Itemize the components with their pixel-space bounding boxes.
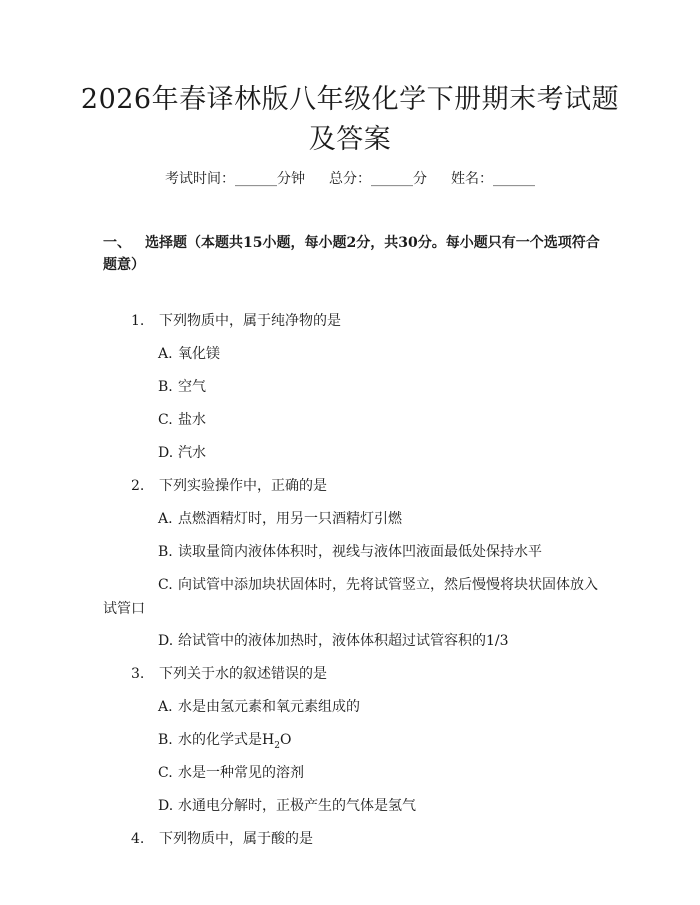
formula-text: 水的化学式是H — [178, 732, 275, 748]
q3-option-d — [158, 795, 416, 815]
question-number: 4. — [131, 831, 145, 847]
option-text: 水是一种常见的溶剂 — [178, 765, 304, 781]
exam-title — [60, 80, 640, 160]
option-label: A. — [158, 699, 173, 715]
q3-option-b — [158, 729, 291, 751]
question-text: 下列关于水的叙述错误的是 — [159, 666, 327, 682]
title-line-2: 及答案 — [308, 124, 392, 155]
option-text: 给试管中的液体加热时，液体体积超过试管容积的1/3 — [178, 633, 509, 649]
option-label: D. — [158, 633, 174, 649]
section-number: 一、 — [103, 235, 131, 251]
q2-option-c — [158, 574, 598, 594]
exam-meta — [0, 168, 700, 188]
q1-option-c — [158, 409, 206, 429]
option-label: C. — [158, 577, 173, 593]
q1-option-a — [158, 343, 220, 363]
question-number: 3. — [131, 666, 145, 682]
question-text: 下列实验操作中，正确的是 — [159, 478, 327, 494]
name-field: 姓名：______ — [451, 171, 535, 187]
formula-subscript: 2 — [274, 740, 280, 751]
option-label: C. — [158, 765, 173, 781]
option-text: 读取量筒内液体体积时，视线与液体凹液面最低处保持水平 — [178, 544, 542, 560]
formula-text-end: O — [279, 732, 292, 748]
question-4 — [131, 828, 313, 848]
exam-time-field: 考试时间：______分钟 — [165, 171, 305, 187]
option-text: 空气 — [178, 379, 206, 395]
q3-option-c — [158, 762, 304, 782]
q2-option-a — [158, 508, 402, 528]
option-text: 向试管中添加块状固体时，先将试管竖立，然后慢慢将块状固体放入 — [178, 577, 598, 593]
option-text: 氧化镁 — [178, 346, 220, 362]
section-heading — [103, 232, 603, 276]
option-label: A. — [158, 511, 173, 527]
option-text: 水通电分解时，正极产生的气体是氢气 — [178, 798, 416, 814]
question-text: 下列物质中，属于酸的是 — [159, 831, 313, 847]
question-3 — [131, 663, 327, 683]
option-text — [178, 732, 292, 751]
option-text: 点燃酒精灯时，用另一只酒精灯引燃 — [178, 511, 402, 527]
option-label: B. — [158, 379, 173, 395]
question-2 — [131, 475, 327, 495]
option-label: A. — [158, 346, 173, 362]
q2-option-d — [158, 630, 509, 650]
question-number: 1. — [131, 313, 145, 329]
question-text: 下列物质中，属于纯净物的是 — [159, 313, 341, 329]
option-text: 水是由氢元素和氧元素组成的 — [178, 699, 360, 715]
option-text: 盐水 — [178, 412, 206, 428]
option-text: 汽水 — [178, 445, 206, 461]
option-label: B. — [158, 544, 173, 560]
title-line-1: 2026年春译林版八年级化学下册期末考试题 — [80, 84, 620, 115]
q2-option-b — [158, 541, 542, 561]
q1-option-d — [158, 442, 206, 462]
total-score-field: 总分：______分 — [329, 171, 427, 187]
question-number: 2. — [131, 478, 145, 494]
question-1 — [131, 310, 341, 330]
option-label: D. — [158, 445, 174, 461]
q2-option-c-continuation: 试管口 — [103, 601, 145, 617]
option-label: B. — [158, 732, 173, 748]
option-label: D. — [158, 798, 174, 814]
q3-option-a — [158, 696, 360, 716]
q1-option-b — [158, 376, 206, 396]
option-label: C. — [158, 412, 173, 428]
section-heading-text: 选择题（本题共15小题，每小题2分，共30分。每小题只有一个选项符合题意） — [103, 235, 600, 273]
